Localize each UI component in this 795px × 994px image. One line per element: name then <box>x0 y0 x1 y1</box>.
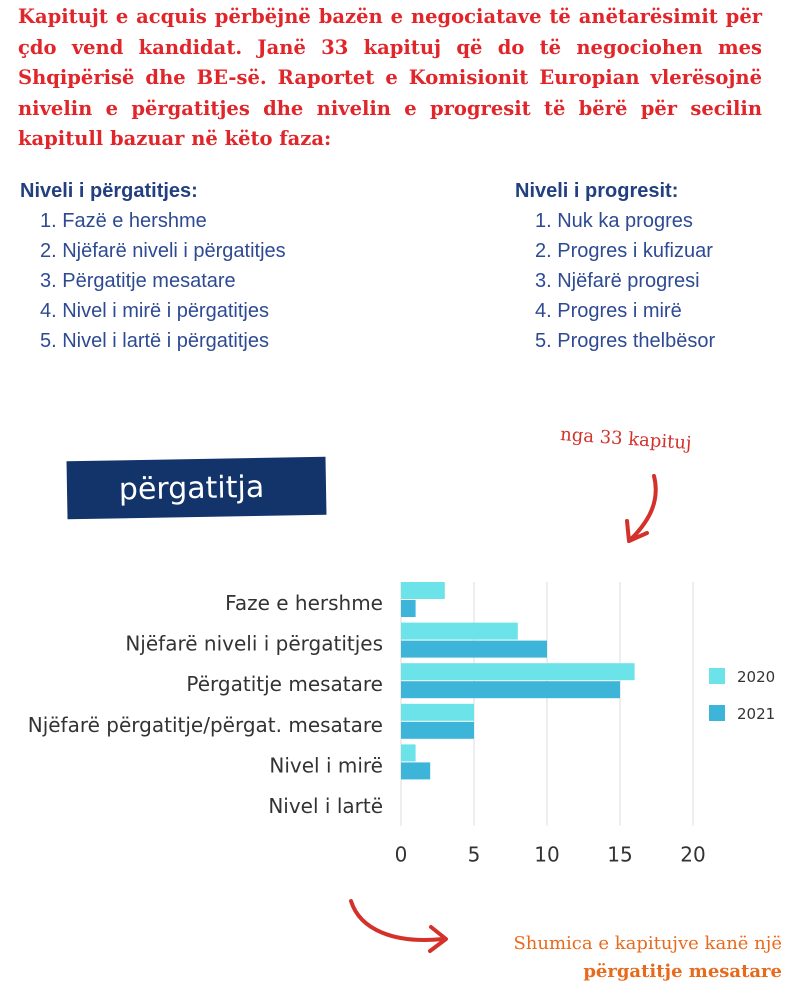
bar-2021 <box>401 600 416 617</box>
preparation-level-item: 1. Fazë e hershme <box>40 210 207 232</box>
bar-2020 <box>401 744 416 761</box>
progress-level-item: 4. Progres i mirë <box>535 300 682 322</box>
progress-level-item: 5. Progres thelbësor <box>535 330 716 352</box>
right-arrow-icon <box>351 901 446 951</box>
preparation-level-item: 4. Nivel i mirë i përgatitjes <box>40 300 269 322</box>
bar-2021 <box>401 641 547 658</box>
x-tick-label: 10 <box>534 842 560 867</box>
x-tick-label: 20 <box>680 842 706 867</box>
preparation-levels-title: Niveli i përgatitjes: <box>20 180 198 202</box>
section-banner-label: përgatitja <box>118 469 265 507</box>
progress-levels-title: Niveli i progresit: <box>515 180 679 202</box>
progress-level-item: 3. Njëfarë progresi <box>535 270 700 292</box>
section-banner <box>67 457 327 520</box>
category-label: Përgatitje mesatare <box>186 672 383 697</box>
legend-swatch <box>709 705 725 721</box>
conclusion-note <box>513 930 782 986</box>
intro-paragraph: Kapitujt e acquis përbëjnë bazën e negociatave të anëtarësimit për çdo vend kandidat. Janë 33 kapituj që do të negociohen mes Shqipërisë dhe BE-së. Raportet e Komisionit Europian vlerësojnë nivelin e përgatitjes dhe nivelin e progresit të bërë për secilin kapitull bazuar në këto faza: <box>18 5 762 150</box>
legend-label: 2020 <box>737 668 776 686</box>
progress-level-item: 2. Progres i kufizuar <box>535 240 713 262</box>
down-arrow-icon <box>627 476 656 541</box>
x-tick-label: 0 <box>394 842 408 867</box>
category-label: Nivel i mirë <box>269 753 383 778</box>
bar-2020 <box>401 704 474 721</box>
conclusion-line-2: përgatitje mesatare <box>583 961 782 982</box>
category-label: Faze e hershme <box>225 591 383 615</box>
bar-2020 <box>401 663 635 680</box>
bar-2020 <box>401 582 445 599</box>
conclusion-line-1: Shumica e kapitujve kanë një <box>513 933 782 954</box>
preparation-level-item: 2. Njëfarë niveli i përgatitjes <box>40 240 286 262</box>
preparation-levels-list <box>20 177 286 356</box>
preparation-bar-chart <box>0 570 795 890</box>
preparation-level-item: 3. Përgatitje mesatare <box>40 270 236 292</box>
chapters-count-note: nga 33 kapituj <box>559 424 693 455</box>
legend-label: 2021 <box>737 705 776 723</box>
bar-2020 <box>401 623 518 640</box>
category-label: Nivel i lartë <box>268 794 383 818</box>
bar-2021 <box>401 722 474 739</box>
x-tick-label: 15 <box>607 842 633 867</box>
category-label: Njëfarë niveli i përgatitjes <box>125 631 383 656</box>
preparation-level-item: 5. Nivel i lartë i përgatitjes <box>40 330 269 352</box>
bar-2021 <box>401 762 430 779</box>
progress-level-item: 1. Nuk ka progres <box>535 210 693 232</box>
x-tick-label: 5 <box>467 842 481 867</box>
category-label: Njëfarë përgatitje/përgat. mesatare <box>27 712 383 737</box>
progress-levels-list <box>515 177 715 356</box>
legend-swatch <box>709 668 725 684</box>
bar-2021 <box>401 681 620 698</box>
